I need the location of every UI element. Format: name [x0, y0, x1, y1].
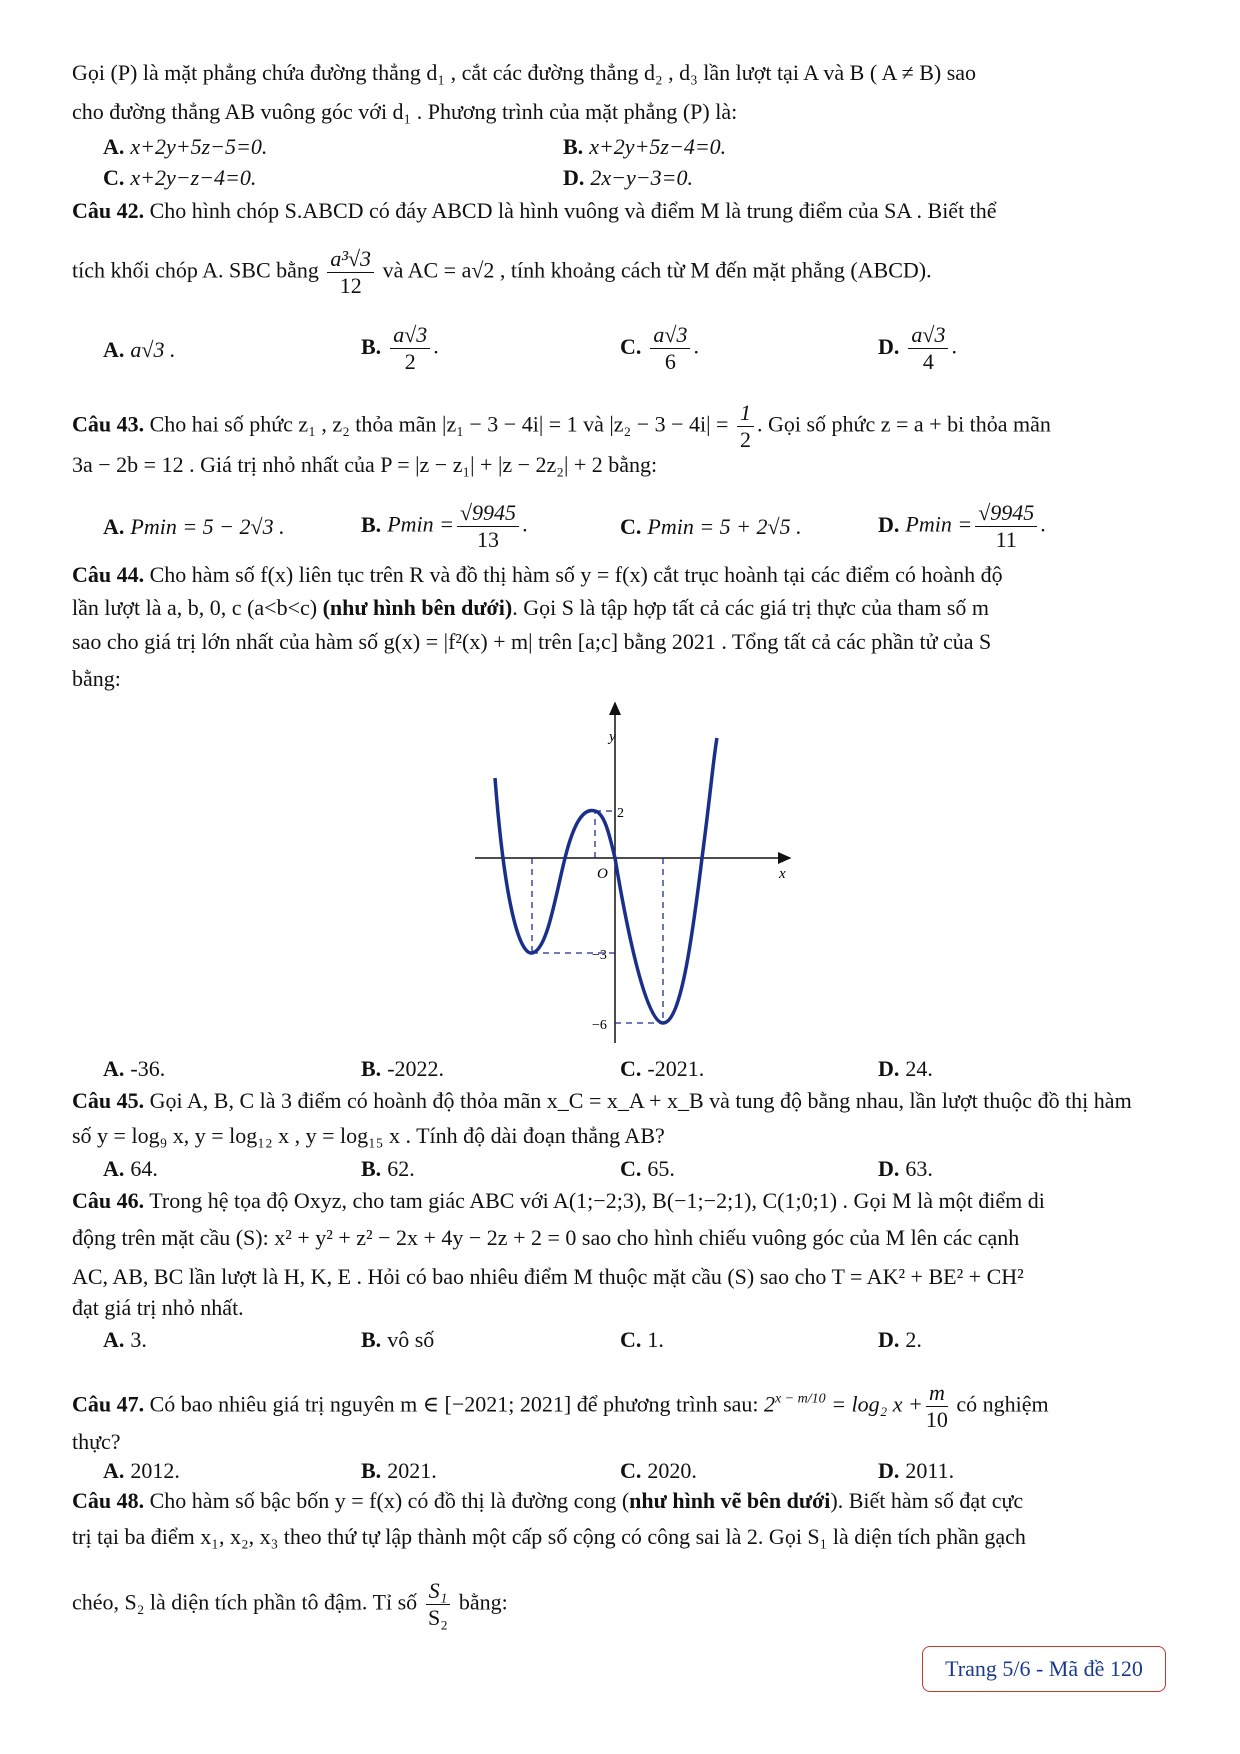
q42-line1: Câu 42. Cho hình chóp S.ABCD có đáy ABCD là hình vuông và điểm M là trung điểm của SA . Biết thể: [72, 198, 997, 223]
q48-line1: Câu 48. Cho hàm số bậc bốn y = f(x) có đồ thị là đường cong (như hình vẽ bên dưới). Biết hàm số đạt cực: [72, 1488, 1024, 1513]
q46-line3: AC, AB, BC lần lượt là H, K, E . Hỏi có bao nhiêu điểm M thuộc mặt cầu (S) sao cho T = AK² + BE² + CH²: [72, 1264, 1024, 1289]
q46-line2: động trên mặt cầu (S): x² + y² + z² − 2x + 4y − 2z + 2 = 0 sao cho hình chiếu vuông góc của M lên các cạnh: [72, 1225, 1020, 1250]
q47-option-c: C. 2020.: [620, 1458, 697, 1483]
q47-option-b: B. 2021.: [361, 1458, 437, 1483]
q48-line2: trị tại ba điểm x₁, x₂, x₃ theo thứ tự lập thành một cấp số cộng có công sai là 2. Gọi S₁ là diện tích phần gạch: [72, 1524, 1026, 1549]
q47-line1: Câu 47. Có bao nhiêu giá trị nguyên m ∈ [−2021; 2021] để phương trình sau: $2^{x - m/10} = \log_2$ x + $\frac{m}{10}$ có nghiệm: [72, 1380, 1049, 1432]
q42-option-c: C. $\frac{a√3}{6}$ .: [620, 322, 699, 374]
q46-option-d: D. 2.: [878, 1327, 922, 1352]
q43-option-a: A. Pmin = 5 − 2√3 .: [103, 514, 285, 539]
q45-line2: số y = log₉ x, y = log₁₂ x , y = log₁₅ x . Tính độ dài đoạn thẳng AB?: [72, 1123, 665, 1148]
q42-option-b: B. $\frac{a√3}{2}$ .: [361, 322, 439, 374]
q45-option-d: D. 63.: [878, 1156, 933, 1181]
q47-line2: thực?: [72, 1429, 121, 1454]
q41-option-c: C. x+2y−z−4=0.: [103, 165, 257, 190]
q43-option-c: C. Pmin = 5 + 2√5 .: [620, 514, 802, 539]
q41-option-b: B. x+2y+5z−4=0.: [563, 134, 727, 159]
origin-label: O: [597, 866, 608, 882]
q44-line4: bằng:: [72, 666, 121, 691]
q43-option-d: D. Pmin = $\frac{√9945}{11}$ .: [878, 500, 1046, 552]
q44-line3: sao cho giá trị lớn nhất của hàm số g(x) = |f²(x) + m| trên [a;c] bằng 2021 . Tổng tất cả các phần tử của S: [72, 629, 992, 654]
q44-line2: lần lượt là a, b, 0, c (a<b<c) (như hình bên dưới). Gọi S là tập hợp tất cả các giá trị thực của tham số m: [72, 595, 990, 620]
q41-line1: Gọi (P) là mặt phẳng chứa đường thẳng d₁ , cắt các đường thẳng d₂ , d₃ lần lượt tại A và B ( A ≠ B) sao: [72, 60, 977, 85]
x-axis-label: x: [779, 866, 786, 882]
q45-option-a: A. 64.: [103, 1156, 158, 1181]
q44-option-c: C. -2021.: [620, 1056, 705, 1081]
q47-option-d: D. 2011.: [878, 1458, 955, 1483]
q46-option-b: B. vô số: [361, 1327, 435, 1352]
q42-fraction: $\frac{\text{a³√3}}{12}$: [327, 246, 374, 299]
q43-line2: 3a − 2b = 12 . Giá trị nhỏ nhất của P = |z − z₁| + |z − 2z₂| + 2 bằng:: [72, 452, 658, 477]
q41-option-d: D. 2x−y−3=0.: [563, 165, 693, 190]
q44-option-d: D. 24.: [878, 1056, 933, 1081]
q41-option-a: A. x+2y+5z−5=0.: [103, 134, 268, 159]
q43-line1: Câu 43. Cho hai số phức z₁ , z₂ thỏa mãn |z₁ − 3 − 4i| = 1 và |z₂ − 3 − 4i| = $\frac{1}{2}$ . Gọi số phức z = a + bi thỏa mãn: [72, 400, 1051, 452]
q45-line1: Câu 45. Gọi A, B, C là 3 điểm có hoành độ thỏa mãn x_C = x_A + x_B và tung độ bằng nhau, lần lượt thuộc đồ thị hàm: [72, 1088, 1132, 1113]
y-tick-2: 2: [617, 806, 624, 821]
q44-function-graph: [455, 693, 795, 1048]
q46-option-a: A. 3.: [103, 1327, 147, 1352]
q43-option-b: B. Pmin = $\frac{√9945}{13}$ .: [361, 500, 528, 552]
q44-line1: Câu 44. Cho hàm số f(x) liên tục trên R và đồ thị hàm số y = f(x) cắt trục hoành tại các điểm có hoành độ: [72, 562, 1003, 587]
q41-line2: cho đường thẳng AB vuông góc với d₁ . Phương trình của mặt phẳng (P) là:: [72, 99, 738, 124]
q48-line3: chéo, S₂ là diện tích phần tô đậm. Tỉ số $\frac{\text{S₁}}{\text{S₂}}$ bằng:: [72, 1578, 508, 1630]
y-tick-minus-3: −3: [592, 948, 607, 963]
q42-option-d: D. $\frac{a√3}{4}$ .: [878, 322, 957, 374]
q42-line2: tích khối chóp A. SBC bằng $\frac{\text{a³√3}}{12}$ và AC = a√2 , tính khoảng cách từ M đến mặt phẳng (ABCD).: [72, 246, 932, 298]
y-tick-minus-6: −6: [592, 1018, 607, 1033]
q44-option-a: A. -36.: [103, 1056, 166, 1081]
q44-option-b: B. -2022.: [361, 1056, 445, 1081]
q46-option-c: C. 1.: [620, 1327, 664, 1352]
q46-line4: đạt giá trị nhỏ nhất.: [72, 1295, 244, 1320]
q45-option-c: C. 65.: [620, 1156, 675, 1181]
q42-option-a: A. a√3 .: [103, 337, 176, 362]
page-footer: Trang 5/6 - Mã đề 120: [922, 1646, 1166, 1692]
y-axis-label: y: [609, 729, 616, 745]
q45-option-b: B. 62.: [361, 1156, 415, 1181]
q47-option-a: A. 2012.: [103, 1458, 180, 1483]
q46-line1: Câu 46. Trong hệ tọa độ Oxyz, cho tam giác ABC với A(1;−2;3), B(−1;−2;1), C(1;0;1) . Gọi M là một điểm di: [72, 1188, 1045, 1213]
